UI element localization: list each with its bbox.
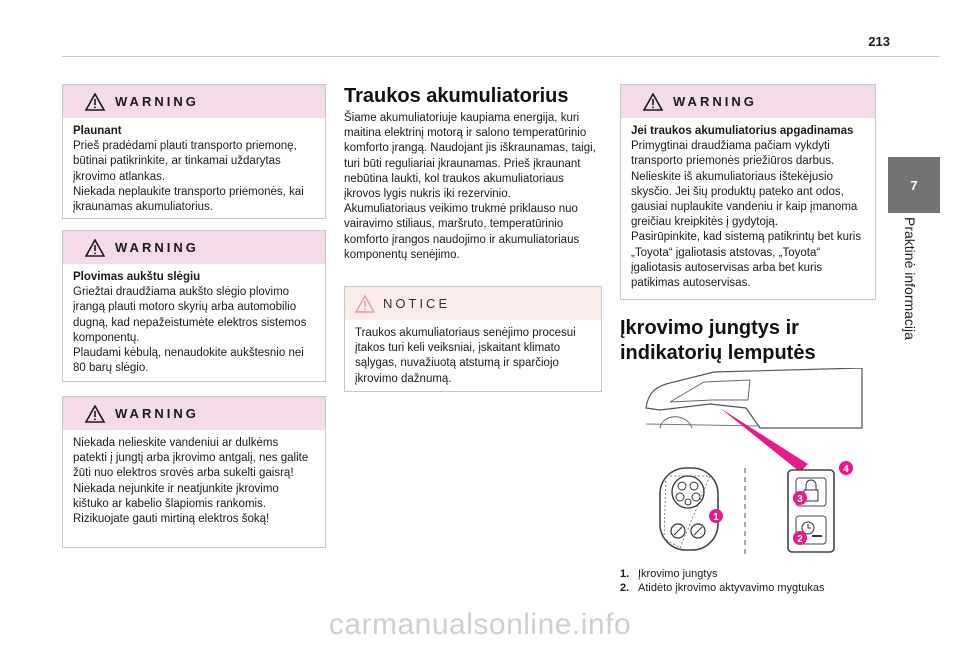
legend-number: 1.	[620, 568, 630, 580]
vehicle-wheel-arch	[660, 417, 692, 428]
warning-box-high-pressure	[62, 230, 326, 382]
traction-battery-heading: Traukos akumuliatorius	[344, 85, 569, 107]
warning-header	[63, 85, 325, 118]
warning-triangle-icon	[85, 93, 105, 111]
warning-box-water-dust	[62, 396, 326, 548]
svg-text:4: 4	[843, 464, 849, 475]
charging-port-illustration	[640, 368, 870, 558]
callout-4	[839, 461, 853, 475]
warning-header	[63, 231, 325, 264]
warning-triangle-icon	[643, 93, 663, 111]
warning-text: Niekada nelieskite vandeniui ar dulkėms patekti į jungtį arba įkrovimo antgalį, nes galite žūti nuo elektros srovės arba sukelti gaisrą! Niekada nejunkite ir neatjunkite įkrovimo kištuko ar kabelio šlapiomis rankomis. Rizikuojate gauti mirtiną elektros šoką!	[73, 437, 309, 526]
legend-number: 2.	[620, 582, 630, 594]
top-rule	[62, 56, 940, 57]
legend-item	[620, 567, 876, 581]
notice-triangle-icon	[355, 295, 375, 313]
chapter-label: Praktinė informacija	[902, 217, 918, 340]
charging-socket-icon	[660, 468, 718, 550]
legend-text: Atidėto įkrovimo aktyvavimo mygtukas	[638, 582, 825, 594]
warning-box-washing	[62, 84, 326, 219]
chapter-tab[interactable]: 7	[888, 157, 940, 213]
legend-text: Įkrovimo jungtys	[638, 568, 718, 580]
charging-legend	[620, 567, 876, 595]
warning-text: Griežtai draudžiama aukšto slėgio plovimo įrangą plauti motoro skyrių arba automobilio dugną, kad nepažeistumėte elektros sistemos komponentų. Plaudami kėbulą, nenaudokite aukštesnio nei 80 barų slėgio.	[73, 286, 307, 375]
legend-item	[620, 581, 876, 595]
warning-title: WARNING	[673, 94, 757, 109]
callout-2	[793, 531, 807, 545]
warning-title: WARNING	[115, 240, 199, 255]
notice-text: Traukos akumuliatoriaus senėjimo procesui įtakos turi keli veiksniai, įskaitant klimato sąlygas, nuvažiuotą atstumą ir sparčiojo įkrovimo dažnumą.	[355, 327, 576, 385]
page-number: 213	[868, 34, 890, 49]
vehicle-outline	[646, 368, 862, 428]
warning-header	[621, 85, 875, 118]
warning-text: Primygtinai draudžiama pačiam vykdyti transporto priemonės priežiūros darbus. Nelieskite iš akumuliatoriaus ištekėjusio skysčio. Jei šių produktų pateko ant odos, gausiai nuplaukite vandeniu ir kaip įmanoma greičiau kreipkitės į gydytoją. Pasirūpinkite, kad sistemą patikrintų bet kuris „Toyota“ įgaliotasis atstovas, „Toyota“ įgaliotasis autoservisas arba bet kuris patikimas autoservisas.	[631, 140, 862, 290]
notice-header	[345, 287, 601, 320]
warning-header	[63, 397, 325, 430]
warning-box-damaged-battery	[620, 84, 876, 300]
warning-title: WARNING	[115, 406, 199, 421]
warning-lead: Plovimas aukštu slėgiu	[73, 271, 201, 283]
svg-text:2: 2	[797, 534, 803, 545]
warning-lead: Jei traukos akumuliatorius apgadinamas	[631, 125, 854, 137]
callout-3	[793, 491, 807, 505]
warning-title: WARNING	[115, 94, 199, 109]
callout-1	[709, 509, 723, 523]
traction-battery-text: Šiame akumuliatoriuje kaupiama energija, kuri maitina elektrinį motorą ir salono temperatūrinio komforto įrangą. Naudojant jis iškraunamas, taigi, turi būti reguliariai įkraunamas. Prieš įkraunant nebūtina laukti, kol traukos akumuliatoriaus įkrovos lygis nukris iki rezervinio. Akumuliatoriaus veikimo trukmė priklauso nuo vairavimo stiliaus, maršruto, temperatūrinio komforto įrangos naudojimo ir akumuliatoriaus komponentų senėjimo.	[344, 112, 596, 261]
notice-box	[344, 286, 602, 392]
warning-text: Prieš pradėdami plauti transporto priemonę, būtinai patikrinkite, ar tinkamai uždarytas įkrovimo atlankas. Niekada neplaukite transporto priemonės, kai įkraunamas akumuliatorius.	[73, 140, 304, 214]
warning-triangle-icon	[85, 405, 105, 423]
notice-title: NOTICE	[383, 296, 451, 311]
watermark: carmanualsonline.info	[328, 608, 632, 641]
warning-lead: Plaunant	[73, 125, 122, 137]
svg-text:3: 3	[797, 494, 803, 505]
charging-connectors-heading: Įkrovimo jungtys ir indikatorių lemputės	[620, 317, 816, 364]
svg-text:1: 1	[713, 512, 719, 523]
warning-triangle-icon	[85, 239, 105, 257]
chapter-label-area	[888, 213, 940, 383]
